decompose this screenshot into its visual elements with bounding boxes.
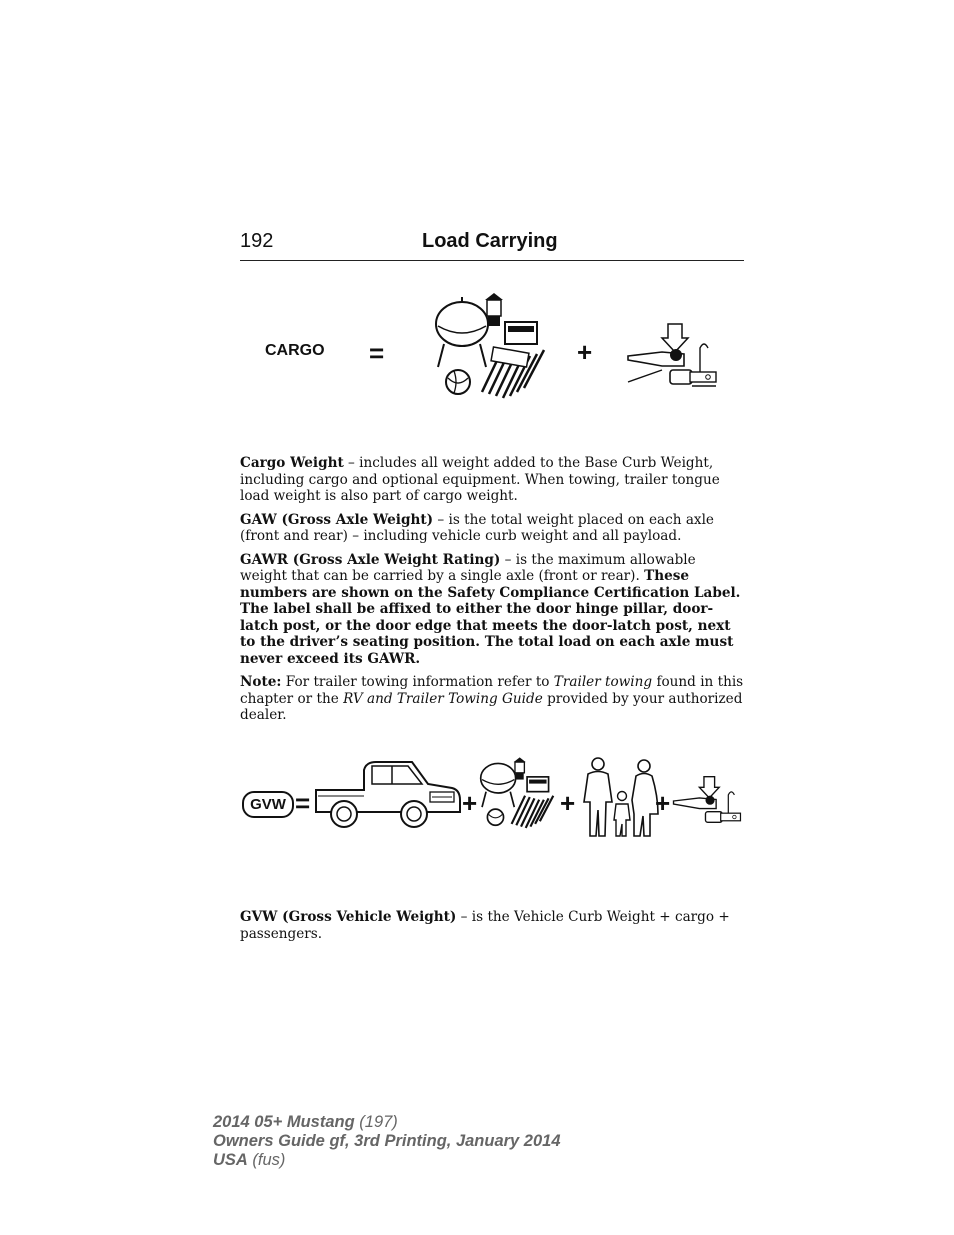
footer-model-line bbox=[213, 1113, 561, 1132]
definitions-text bbox=[240, 455, 746, 731]
cargo-weight-definition: – includes all weight added to the Base Curb Weight, including cargo and optional equipment. When towing, trailer tongue load weight is also part of cargo weight. bbox=[240, 455, 720, 504]
cargo-weight-paragraph bbox=[240, 455, 746, 505]
gawr-term: GAWR (Gross Axle Weight Rating) bbox=[240, 551, 501, 568]
cargo-label: CARGO bbox=[265, 342, 325, 359]
towing-guide-reference: RV and Trailer Towing Guide bbox=[343, 690, 543, 707]
gvw-definition: – is the Vehicle Curb Weight + cargo + passengers. bbox=[240, 909, 730, 942]
footer-printing-line: Owners Guide gf, 3rd Printing, January 2014 bbox=[213, 1132, 561, 1150]
plus-sign: + bbox=[577, 337, 593, 367]
gaw-paragraph bbox=[240, 512, 746, 545]
pickup-truck-icon bbox=[312, 760, 462, 830]
trailer-hitch-tongue-load-icon bbox=[626, 322, 718, 390]
page-number: 192 bbox=[240, 230, 274, 252]
gawr-warning: These numbers are shown on the Safety Compliance Certification Label. The label shall be affixed to either the door hinge pillar, door-latch post, or the door edge that meets the door-latch post, next to the driver’s seating position. The total load on each axle must never exceed its GAWR. bbox=[240, 568, 741, 667]
section-title: Load Carrying bbox=[422, 230, 558, 252]
footer-market-code: (fus) bbox=[247, 1151, 286, 1169]
gvw-badge: GVW bbox=[242, 791, 294, 818]
plus-sign: + bbox=[462, 788, 478, 818]
gawr-paragraph bbox=[240, 552, 746, 668]
passengers-family-icon bbox=[578, 756, 660, 838]
plus-sign: + bbox=[560, 788, 576, 818]
footer-market-line bbox=[213, 1151, 561, 1170]
footer-model: 2014 05+ Mustang bbox=[213, 1113, 355, 1131]
note-paragraph bbox=[240, 674, 746, 724]
footer-market: USA bbox=[213, 1151, 248, 1169]
note-text: found in this chapter or the bbox=[240, 674, 744, 707]
note-text: provided by your authorized dealer. bbox=[240, 690, 743, 723]
footer-page-ref: (197) bbox=[354, 1113, 398, 1131]
note-term: Note: bbox=[240, 674, 282, 690]
grill-cooler-cargo-icon bbox=[478, 752, 560, 834]
gaw-definition: – is the total weight placed on each axle (front and rear) – including vehicle curb weight and all payload. bbox=[240, 511, 714, 544]
page-header bbox=[240, 228, 744, 261]
gvw-paragraph bbox=[240, 909, 746, 942]
gaw-term: GAW (Gross Axle Weight) bbox=[240, 511, 434, 528]
equals-sign: = bbox=[369, 338, 385, 368]
cargo-weight-term: Cargo Weight bbox=[240, 455, 344, 471]
document-footer bbox=[213, 1113, 561, 1170]
trailer-hitch-tongue-load-icon bbox=[672, 774, 742, 828]
trailer-towing-reference: Trailer towing bbox=[553, 674, 653, 690]
gvw-definition-text bbox=[240, 909, 746, 949]
gvw-term: GVW (Gross Vehicle Weight) bbox=[240, 909, 457, 925]
equals-sign: = bbox=[295, 788, 311, 818]
note-text: For trailer towing information refer to bbox=[281, 674, 554, 690]
grill-cooler-cargo-icon bbox=[432, 292, 554, 400]
gawr-definition: – is the maximum allowable weight that can be carried by a single axle (front or rear). bbox=[240, 551, 696, 584]
plus-sign: + bbox=[655, 788, 671, 818]
